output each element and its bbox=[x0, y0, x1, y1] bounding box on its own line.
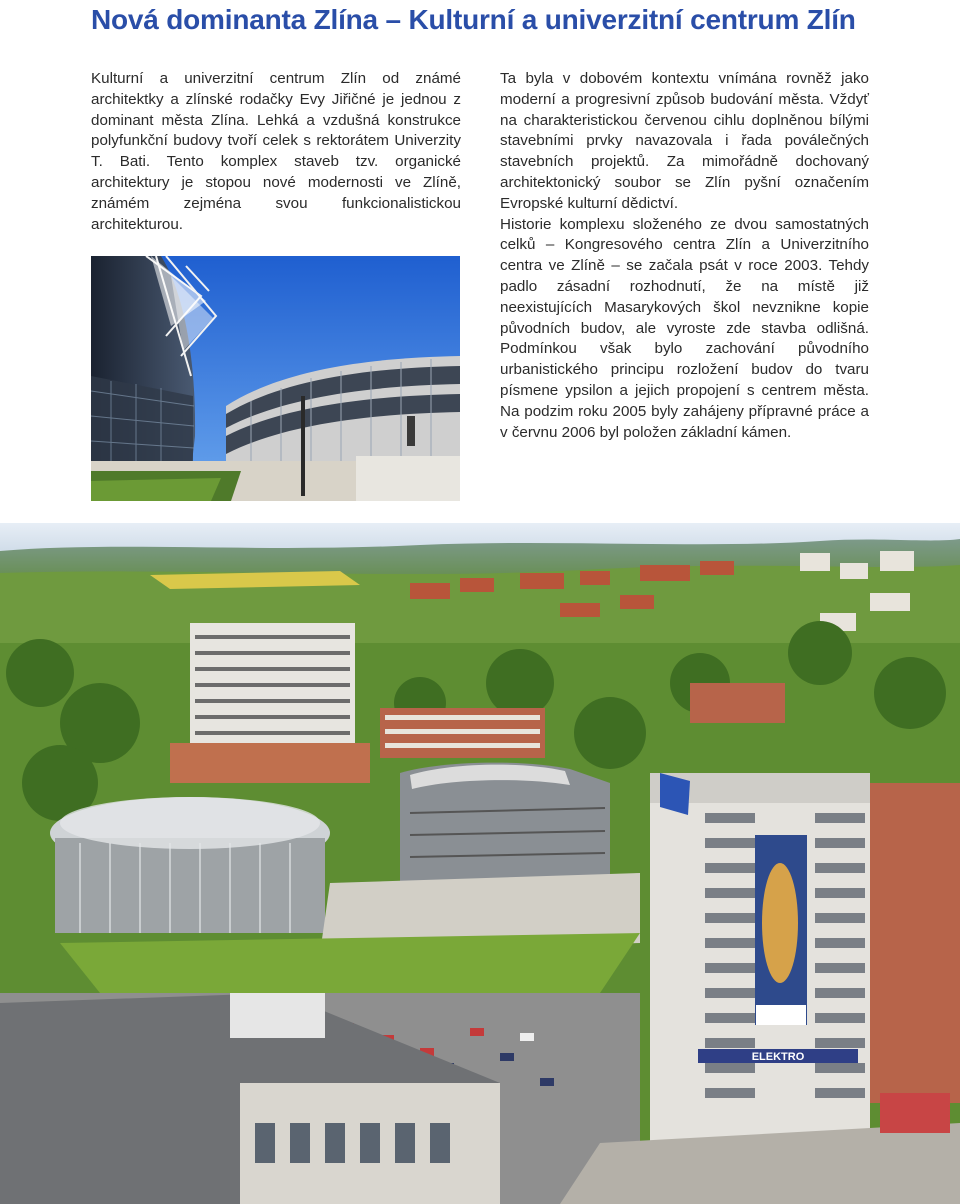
context-paragraph: Ta byla v dobovém kontextu vnímána rovněž jako moderní a progresivní způsob budování města. Vždyť na charakteristickou červenou cihlu doplněnou bílými stavebními prvky navazovala i řada poválečných stavebních projektů. Za mimořádně dochovaný architektonický soubor se Zlín pyšní označením Evropské kulturní dědictví. bbox=[500, 70, 869, 212]
aerial-city-photo bbox=[0, 523, 960, 1204]
intro-paragraph: Kulturní a univerzitní centrum Zlín od známé architektky a zlínské rodačky Evy Jiřičné je jednou z dominant města Zlína. Lehká a vzdušná konstrukce polyfunkční budovy tvoří celek s rektorátem Univerzity T. Bati. Tento komplex staveb tzv. organické architektury je stopou nové modernosti ve Zlíně, známém zejména svou funkcionalistickou architekturou. bbox=[91, 70, 461, 233]
page-title: Nová dominanta Zlína – Kulturní a univerzitní centrum Zlín bbox=[91, 4, 856, 35]
left-text-column bbox=[91, 69, 461, 235]
university-building-photo bbox=[91, 256, 460, 501]
right-text-column bbox=[500, 69, 869, 443]
building-sign: ELEKTRO bbox=[751, 1051, 805, 1063]
history-paragraph: Historie komplexu složeného ze dvou samostatných celků – Kongresového centra Zlín a Univerzitního centra ve Zlíně – se začala psát v roce 2003. Tehdy padlo zásadní rozhodnutí, že na místě již neexistujících Masarykových škol nevznikne kopie původních budov, ale vyroste zde stavba odlišná. Podmínkou však bylo zachování původního urbanistického principu rozložení budov do tvaru písmene ypsilon a jejich propojení s centrem města. Na podzim roku 2005 byly zahájeny přípravné práce a v červnu 2006 byl položen základní kámen. bbox=[500, 215, 869, 441]
